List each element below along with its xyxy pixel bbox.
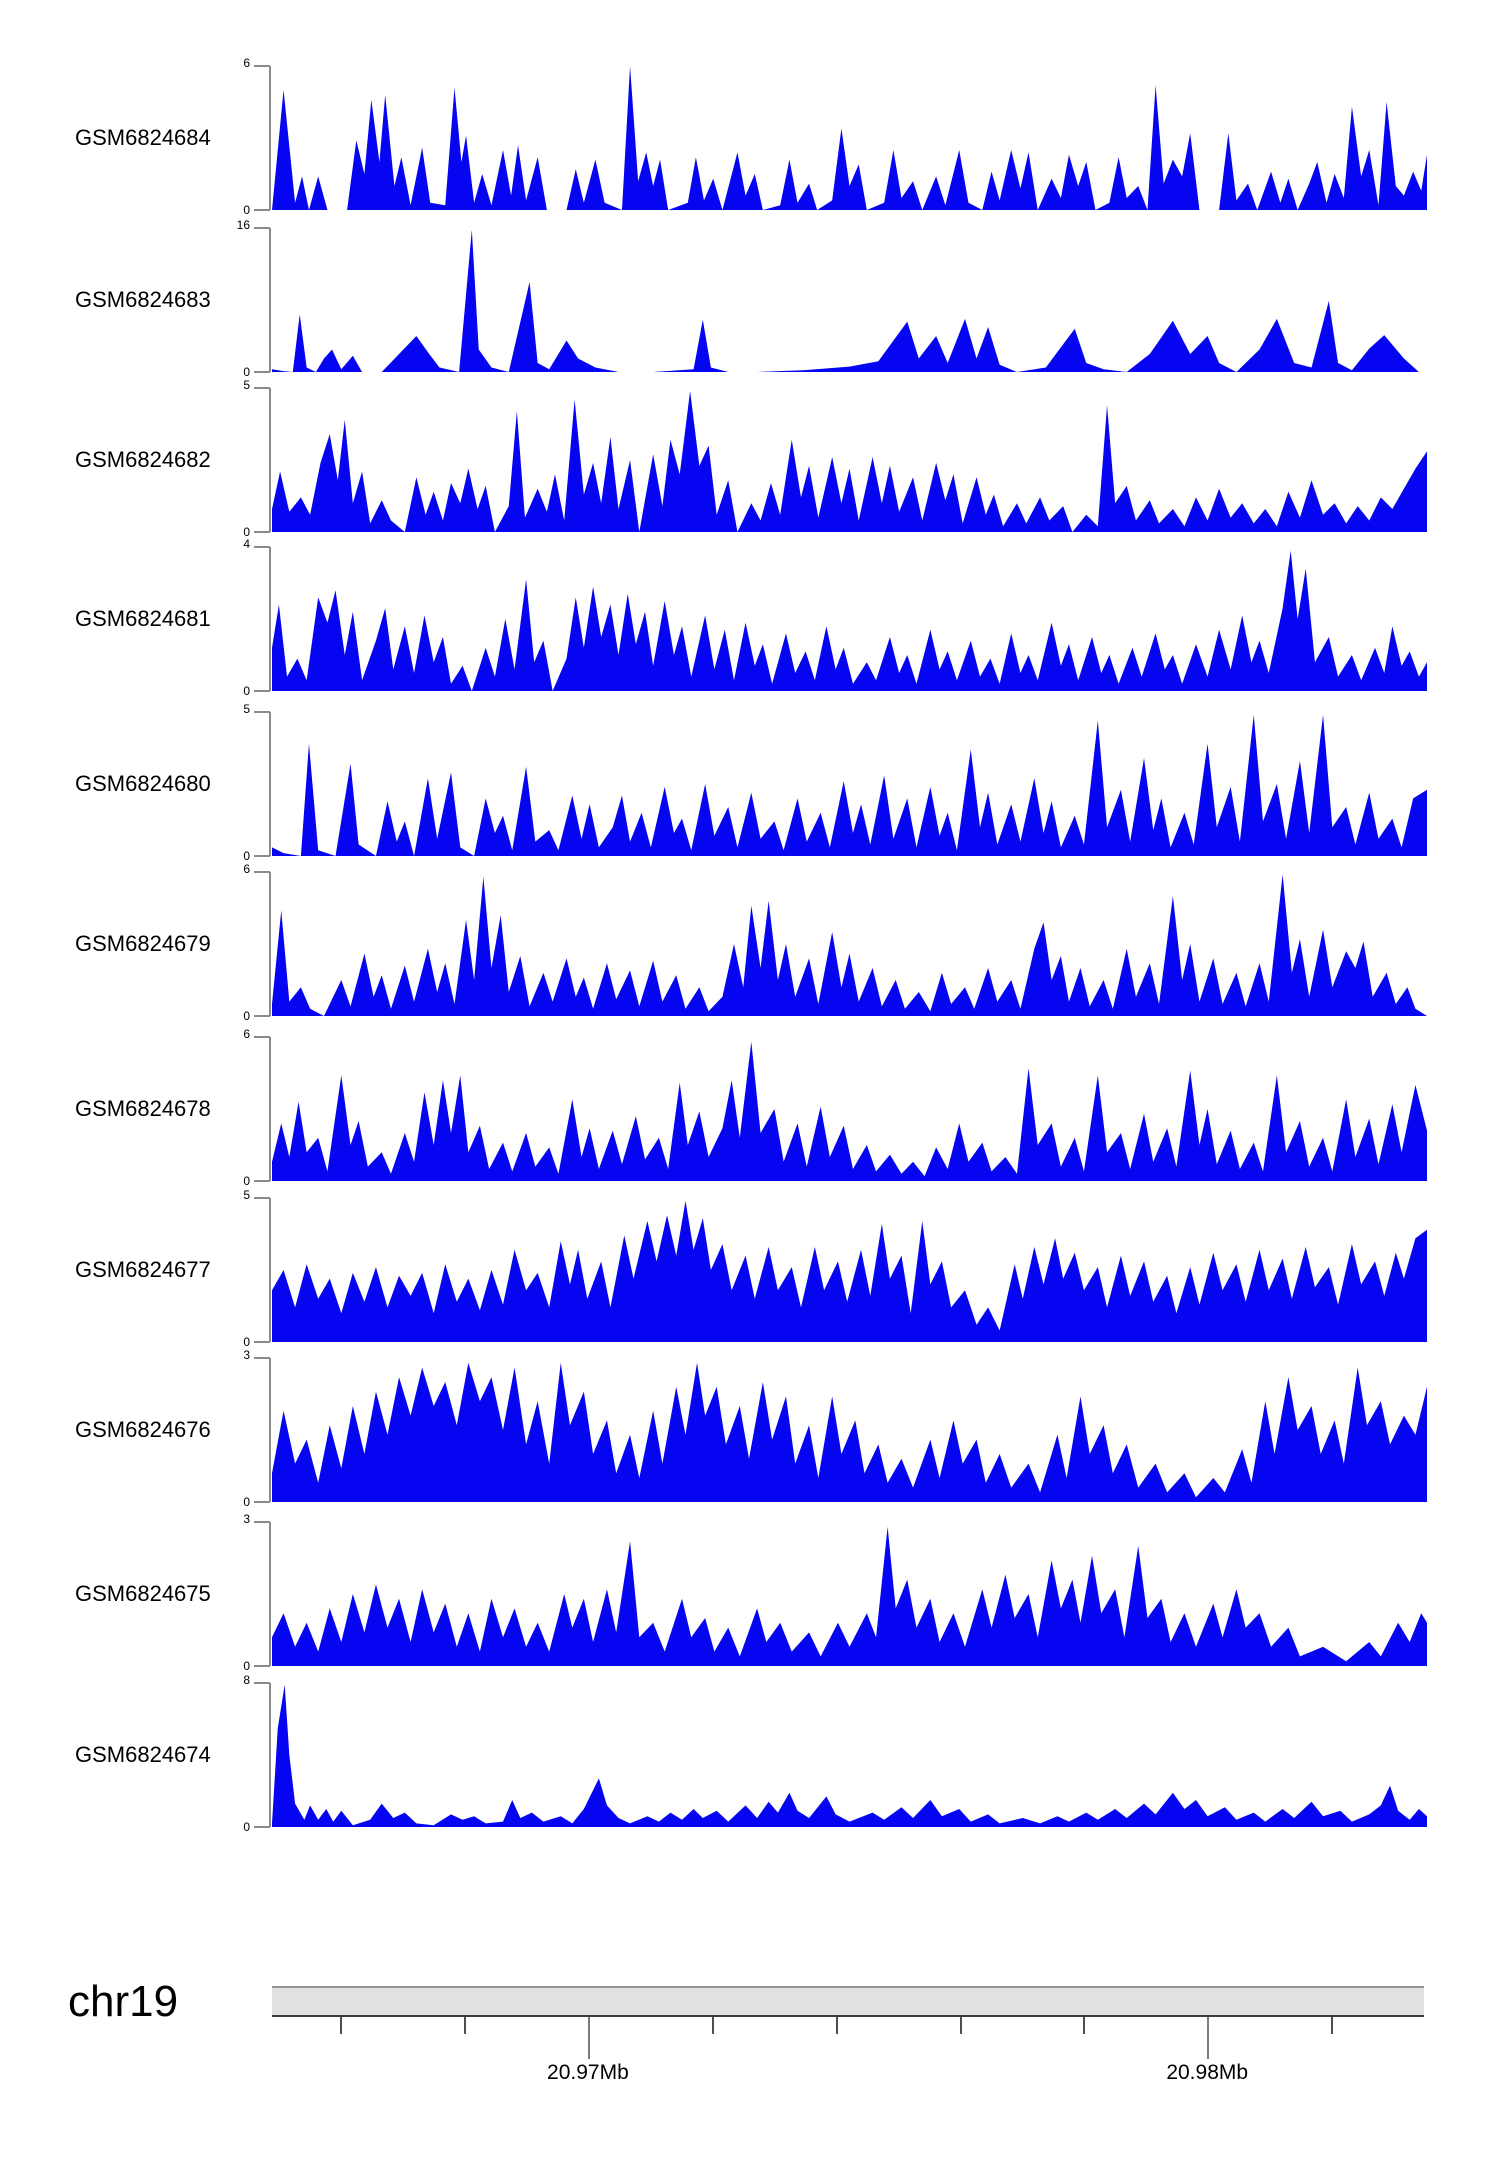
ruler-minor-tick [960,2017,962,2034]
track-row [0,1188,1500,1349]
y-axis-bottom-tick [254,1826,270,1828]
chromosome-label: chr19 [68,1977,179,2026]
y-axis-line [269,228,271,372]
ruler-major-tick [1207,2017,1209,2059]
track-row [0,1512,1500,1673]
track-area-chart [272,712,1427,856]
coverage-area-fill [272,230,1427,372]
track-label: GSM6824676 [75,1417,211,1442]
coverage-area-fill [272,874,1427,1016]
ruler-minor-tick [340,2017,342,2034]
y-axis-bottom-tick [254,1341,270,1343]
track-row [0,218,1500,379]
track-label: GSM6824683 [75,287,211,312]
y-axis-top-tick [254,1682,270,1684]
track-label: GSM6824679 [75,931,211,956]
y-axis-zero-label: 0 [243,1659,250,1673]
coverage-area-fill [272,1685,1427,1827]
coverage-area-fill [272,1363,1427,1502]
track-area-chart [272,1037,1427,1181]
track-label: GSM6824675 [75,1581,211,1606]
track-area-chart [272,872,1427,1016]
y-axis-zero-label: 0 [243,1820,250,1834]
y-axis-zero-label: 0 [243,525,250,539]
ruler-tick-label: 20.98Mb [1166,2061,1249,2084]
y-axis-top-tick [254,65,270,67]
y-axis-line [269,1037,271,1181]
ruler-major-tick [588,2017,590,2059]
y-axis-line [269,547,271,691]
y-axis-max-label: 5 [243,702,250,716]
y-axis-zero-label: 0 [243,1495,250,1509]
y-axis-top-tick [254,1036,270,1038]
y-axis-max-label: 3 [243,1348,250,1362]
track-area-chart [272,228,1427,372]
coverage-area-fill [272,1527,1427,1666]
y-axis-top-tick [254,1197,270,1199]
y-axis-bottom-tick [254,1180,270,1182]
track-label: GSM6824681 [75,606,211,631]
coverage-area-fill [272,1042,1427,1181]
track-row [0,537,1500,698]
track-area-chart [272,1522,1427,1666]
y-axis-max-label: 16 [236,218,250,232]
y-axis-max-label: 6 [243,56,250,70]
y-axis-zero-label: 0 [243,849,250,863]
y-axis-bottom-tick [254,1665,270,1667]
track-row [0,1027,1500,1188]
y-axis-max-label: 6 [243,862,250,876]
y-axis-bottom-tick [254,1015,270,1017]
track-label: GSM6824680 [75,771,211,796]
y-axis-max-label: 5 [243,1188,250,1202]
track-area-chart [272,388,1427,532]
y-axis-max-label: 6 [243,1027,250,1041]
y-axis-line [269,1358,271,1502]
y-axis-max-label: 5 [243,378,250,392]
track-label: GSM6824677 [75,1257,211,1282]
coverage-area-fill [272,66,1427,210]
y-axis-line [269,388,271,532]
y-axis-max-label: 8 [243,1673,250,1687]
y-axis-max-label: 3 [243,1512,250,1526]
y-axis-line [269,712,271,856]
track-row [0,1348,1500,1509]
ruler-ticks [272,2017,1424,2097]
y-axis-top-tick [254,711,270,713]
y-axis-line [269,872,271,1016]
y-axis-top-tick [254,1357,270,1359]
track-row [0,378,1500,539]
genome-ruler [0,1977,1500,2106]
coverage-area-fill [272,715,1427,856]
track-label: GSM6824678 [75,1096,211,1121]
ruler-tick-label: 20.97Mb [547,2061,629,2084]
coverage-area-fill [272,391,1427,532]
y-axis-top-tick [254,871,270,873]
track-row [0,702,1500,863]
y-axis-top-tick [254,1521,270,1523]
ruler-minor-tick [836,2017,838,2034]
ruler-minor-tick [1331,2017,1333,2034]
y-axis-bottom-tick [254,209,270,211]
y-axis-line [269,1683,271,1827]
y-axis-zero-label: 0 [243,365,250,379]
chromosome-bar [272,1986,1424,2017]
coverage-area-fill [272,551,1427,691]
y-axis-bottom-tick [254,371,270,373]
y-axis-top-tick [254,227,270,229]
y-axis-zero-label: 0 [243,203,250,217]
track-row [0,862,1500,1023]
y-axis-line [269,1522,271,1666]
y-axis-line [269,66,271,210]
track-label: GSM6824682 [75,447,211,472]
track-area-chart [272,1683,1427,1827]
ruler-minor-tick [464,2017,466,2034]
ruler-minor-tick [712,2017,714,2034]
track-label: GSM6824674 [75,1742,211,1767]
ruler-minor-tick [1083,2017,1085,2034]
y-axis-zero-label: 0 [243,684,250,698]
track-row [0,1673,1500,1834]
y-axis-top-tick [254,546,270,548]
y-axis-line [269,1198,271,1342]
y-axis-bottom-tick [254,1501,270,1503]
y-axis-bottom-tick [254,531,270,533]
y-axis-bottom-tick [254,690,270,692]
track-area-chart [272,1358,1427,1502]
y-axis-zero-label: 0 [243,1009,250,1023]
track-area-chart [272,547,1427,691]
coverage-area-fill [272,1201,1427,1342]
track-label: GSM6824684 [75,125,211,150]
track-area-chart [272,66,1427,210]
y-axis-zero-label: 0 [243,1174,250,1188]
y-axis-bottom-tick [254,855,270,857]
y-axis-zero-label: 0 [243,1335,250,1349]
track-area-chart [272,1198,1427,1342]
y-axis-top-tick [254,387,270,389]
y-axis-max-label: 4 [243,537,250,551]
track-row [0,56,1500,217]
